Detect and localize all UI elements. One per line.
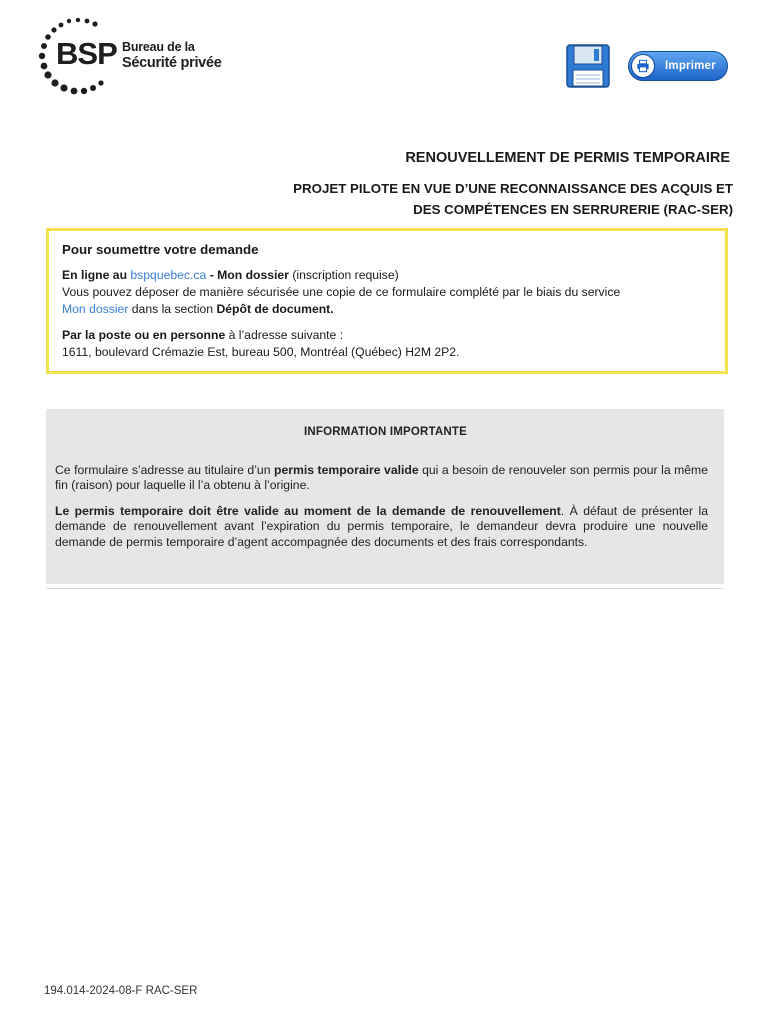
mail-bold: Par la poste ou en personne xyxy=(62,328,226,342)
subtitle-line-2: DES COMPÉTENCES EN SERRURERIE (RAC-SER) xyxy=(413,202,733,217)
deposit-middle: dans la section xyxy=(128,302,217,316)
form-code: 194.014-2024-08-F RAC-SER xyxy=(44,985,198,997)
page-subtitle xyxy=(173,178,733,220)
page-title: RENOUVELLEMENT DE PERMIS TEMPORAIRE xyxy=(405,150,730,166)
print-button[interactable] xyxy=(628,51,728,81)
online-submission-line xyxy=(62,267,712,284)
logo-acronym: BSP xyxy=(56,36,117,71)
deposit-section: Dépôt de document xyxy=(216,302,331,316)
important-information-box xyxy=(46,409,724,584)
deposit-instructions xyxy=(62,284,712,318)
printer-icon xyxy=(631,54,655,78)
submission-instructions-box xyxy=(46,228,728,374)
info-paragraph-1 xyxy=(55,463,708,494)
mail-rest: à l’adresse suivante : xyxy=(225,328,344,342)
info-p1-bold: permis temporaire valide xyxy=(274,462,419,477)
info-p1-end: qui a besoin de renouveler son permis pour la même fin (raison) pour laquelle il l’a obtenu à l’origine. xyxy=(55,462,708,492)
deposit-end: . xyxy=(330,302,334,316)
logo-line-2: Sécurité privée xyxy=(122,55,222,71)
online-note: (inscription requise) xyxy=(288,268,399,282)
divider xyxy=(46,588,724,589)
info-p1-start: Ce formulaire s’adresse au titulaire d’un xyxy=(55,462,275,477)
mail-instructions xyxy=(62,327,712,361)
info-p2-bold: Le permis temporaire doit être valide au moment de la demande de renouvellement xyxy=(55,503,561,518)
info-title: INFORMATION IMPORTANTE xyxy=(303,426,468,438)
mon-dossier-link[interactable]: Mon dossier xyxy=(62,302,129,316)
bsp-logo xyxy=(38,16,248,96)
bspquebec-link[interactable]: bspquebec.ca xyxy=(130,268,207,282)
submission-heading: Pour soumettre votre demande xyxy=(62,242,259,257)
online-dossier-label: - Mon dossier xyxy=(206,268,289,282)
online-prefix: En ligne au xyxy=(62,268,131,282)
info-paragraph-2 xyxy=(55,504,708,551)
floppy-disk-icon xyxy=(566,44,610,88)
mailing-address: 1611, boulevard Crémazie Est, bureau 500, Montréal (Québec) H2M 2P2. xyxy=(62,345,460,359)
print-button-label: Imprimer xyxy=(665,60,716,72)
logo-line-1: Bureau de la xyxy=(122,40,195,54)
subtitle-line-1: PROJET PILOTE EN VUE D’UNE RECONNAISSANCE DES ACQUIS ET xyxy=(293,181,733,196)
save-button[interactable] xyxy=(566,44,610,88)
info-p2-end: . À défaut de présenter la demande de renouvellement avant l’expiration du permis temporaire, le demandeur devra produire une nouvelle demande de permis temporaire d’agent accompagnée des documents et des frais correspondants. xyxy=(55,503,708,549)
deposit-text: Vous pouvez déposer de manière sécurisée une copie de ce formulaire complété par le biais du service xyxy=(62,285,621,299)
